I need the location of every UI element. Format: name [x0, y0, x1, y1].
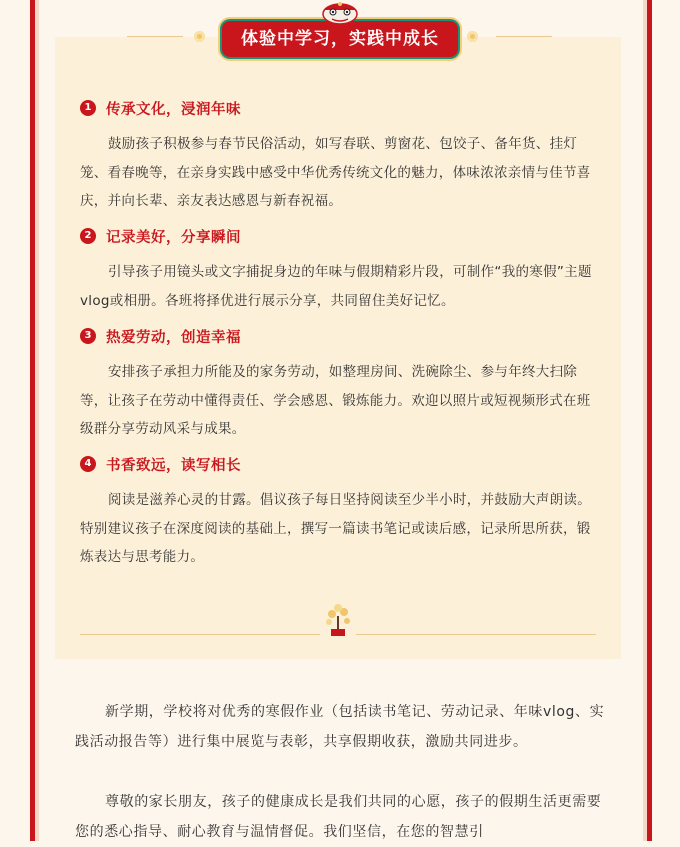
section-heading-text: 热爱劳动，创造幸福	[106, 329, 241, 346]
header-ornament-right	[467, 31, 478, 42]
section-heading-text: 书香致远，读写相长	[106, 457, 241, 474]
section-title: 体验中学习，实践中成长	[241, 29, 439, 49]
section-number-badge: 3	[80, 328, 96, 344]
section-number-badge: 1	[80, 100, 96, 116]
section-number-badge: 4	[80, 456, 96, 472]
footer-rule-right	[356, 634, 596, 635]
section-number-badge: 2	[80, 228, 96, 244]
closing-paragraph-1: 新学期，学校将对优秀的寒假作业（包括读书笔记、劳动记录、年味vlog、实践活动报告等）进行集中展览与表彰，共享假期收获，激励共同进步。	[75, 704, 605, 750]
lion-dance-head-icon	[316, 0, 364, 24]
section-heading-text: 记录美好，分享瞬间	[106, 229, 241, 246]
section-heading-1	[80, 97, 241, 119]
section-body-1: 鼓励孩子积极参与春节民俗活动，如写春联、剪窗花、包饺子、备年货、挂灯笼、看春晚等，在亲身实践中感受中华优秀传统文化的魅力，体味浓浓亲情与佳节喜庆，并向长辈、亲友表达感恩与新春祝福。	[80, 136, 591, 209]
section-heading-4	[80, 453, 241, 475]
section-heading-text: 传承文化，浸润年味	[106, 101, 241, 118]
footer-rule-left	[80, 634, 320, 635]
section-body-4: 阅读是滋养心灵的甘露。倡议孩子每日坚持阅读至少半小时，并鼓励大声朗读。特别建议孩子在深度阅读的基础上，撰写一篇读书笔记或读后感，记录所思所获，锻炼表达与思考能力。	[80, 492, 591, 565]
closing-paragraph-2: 尊敬的家长朋友，孩子的健康成长是我们共同的心愿，孩子的假期生活更需要您的悉心指导、耐心教育与温情督促。我们坚信，在您的智慧引	[75, 794, 602, 840]
header-ornament-left	[194, 31, 205, 42]
money-tree-icon	[320, 602, 356, 638]
header-rule-right	[496, 36, 552, 37]
header-rule-left	[127, 36, 183, 37]
section-heading-3	[80, 325, 241, 347]
section-body-2: 引导孩子用镜头或文字捕捉身边的年味与假期精彩片段，可制作“我的寒假”主题vlog或相册。各班将择优进行展示分享，共同留住美好记忆。	[80, 264, 592, 309]
section-heading-2	[80, 225, 241, 247]
section-body-3: 安排孩子承担力所能及的家务劳动，如整理房间、洗碗除尘、参与年终大扫除等，让孩子在劳动中懂得责任、学会感恩、锻炼能力。欢迎以照片或短视频形式在班级群分享劳动风采与成果。	[80, 364, 591, 437]
